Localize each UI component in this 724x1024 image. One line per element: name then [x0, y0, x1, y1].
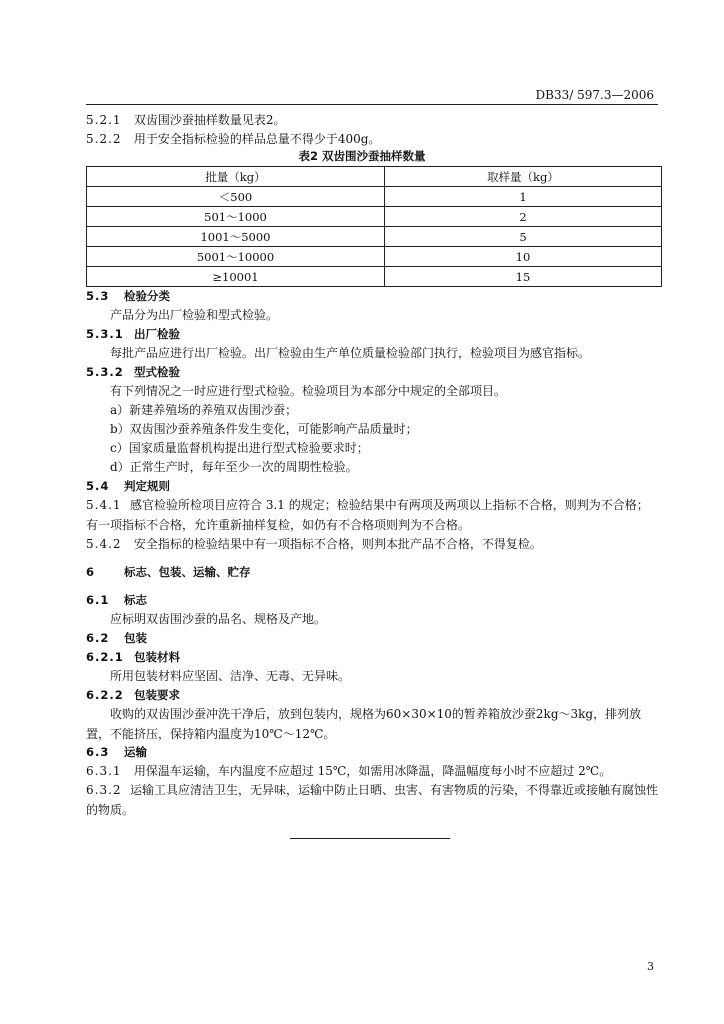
column-header-sample: 取样量（kg）: [384, 167, 661, 187]
heading-6-3: [86, 742, 147, 762]
clause-text: 运输工具应清洁卫生，无异味，运输中防止日晒、虫害、有害物质的污染，不得靠近或接触有腐蚀性的物质。: [86, 783, 659, 817]
clause-number: 6.3.2: [86, 783, 122, 797]
heading-title: 运输: [124, 745, 148, 759]
clause-number: 5.2.2: [86, 132, 122, 146]
table-cell: 1001～5000: [87, 227, 385, 247]
heading-title: 包装材料: [134, 650, 181, 664]
heading-number: 6.1: [86, 593, 110, 607]
clause-text: 双齿围沙蚕抽样数量见表2。: [133, 113, 286, 127]
paragraph: 应标明双齿围沙蚕的品名、规格及产地。: [110, 612, 327, 626]
table-caption: 表2 双齿围沙蚕抽样数量: [298, 149, 426, 163]
clause-text: 安全指标的检验结果中有一项指标不合格，则判本批产品不合格，不得复检。: [133, 537, 542, 551]
heading-5-3-1: [86, 324, 180, 344]
paragraph: 有下列情况之一时应进行型式检验。检验项目为本部分中规定的全部项目。: [110, 384, 507, 398]
heading-6-2-2: [86, 685, 180, 705]
table-cell: 10: [384, 247, 661, 267]
heading-title: 标志、包装、运输、贮存: [124, 565, 251, 579]
clause-5-2-1: [86, 110, 285, 130]
document-code: DB33/ 597.3—2006: [535, 88, 654, 102]
clause-5-4-1: [86, 495, 658, 535]
table-cell: 501～1000: [87, 207, 385, 227]
table-cell: 5: [384, 227, 661, 247]
table-cell: 5001～10000: [87, 247, 385, 267]
heading-6-1: [86, 590, 147, 610]
paragraph: 收购的双齿围沙蚕冲洗干净后，放到包装内，规格为60×30×10的暂养箱放沙蚕2kg～3kg，排列放置，不能挤压，保持箱内温度为10℃～12℃。: [86, 707, 642, 741]
table-header-row: [87, 167, 662, 187]
heading-number: 6.3: [86, 745, 110, 759]
heading-number: 5.3.2: [86, 365, 124, 379]
paragraph: 产品分为出厂检验和型式检验。: [110, 308, 279, 322]
clause-text: 用于安全指标检验的样品总量不得少于400g。: [133, 132, 381, 146]
heading-number: 5.3.1: [86, 327, 124, 341]
table-cell: 15: [384, 267, 661, 287]
paragraph: 所用包装材料应坚固、洁净、无毒、无异味。: [110, 669, 351, 683]
heading-number: 6.2.1: [86, 650, 124, 664]
clause-number: 5.4.2: [86, 537, 122, 551]
column-header-batch: 批量（kg）: [87, 167, 385, 187]
header-rule: [86, 104, 658, 105]
heading-number: 6: [86, 565, 96, 579]
table-row: [87, 247, 662, 267]
heading-title: 出厂检验: [134, 327, 181, 341]
heading-title: 标志: [124, 593, 148, 607]
table-cell: 2: [384, 207, 661, 227]
list-item: a）新建养殖场的养殖双齿围沙蚕；: [110, 403, 298, 417]
table-cell: 1: [384, 187, 661, 207]
heading-title: 判定规则: [124, 479, 171, 493]
clause-6-3-2: [86, 780, 658, 820]
list-item: d）正常生产时，每年至少一次的周期性检验。: [110, 460, 358, 474]
heading-6-2: [86, 628, 147, 648]
heading-title: 包装: [124, 631, 148, 645]
heading-5-3: [86, 286, 170, 306]
clause-number: 6.3.1: [86, 764, 122, 778]
end-rule: [290, 838, 450, 839]
list-item: c）国家质量监督机构提出进行型式检验要求时；: [110, 441, 369, 455]
table-row: [87, 227, 662, 247]
heading-title: 型式检验: [134, 365, 181, 379]
table-row: [87, 187, 662, 207]
heading-number: 6.2.2: [86, 688, 124, 702]
clause-5-4-2: [86, 534, 542, 554]
heading-title: 包装要求: [134, 688, 181, 702]
table-cell: ≥10001: [87, 267, 385, 287]
table-row: [87, 267, 662, 287]
heading-number: 6.2: [86, 631, 110, 645]
heading-5-3-2: [86, 362, 180, 382]
clause-number: 5.4.1: [86, 498, 122, 512]
clause-5-2-2: [86, 129, 380, 149]
clause-text: 用保温车运输，车内温度不应超过 15℃，如需用冰降温，降温幅度每小时不应超过 2℃。: [133, 764, 612, 778]
sampling-table: [86, 166, 662, 287]
heading-6: [86, 562, 251, 582]
page-number: 3: [647, 960, 654, 973]
heading-6-2-1: [86, 647, 180, 667]
heading-5-4: [86, 476, 170, 496]
heading-number: 5.3: [86, 289, 110, 303]
heading-number: 5.4: [86, 479, 110, 493]
table-row: [87, 207, 662, 227]
heading-title: 检验分类: [124, 289, 171, 303]
clause-text: 感官检验所检项目应符合 3.1 的规定；检验结果中有两项及两项以上指标不合格，则判为不合格；有一项指标不合格，允许重新抽样复检，如仍有不合格项则判为不合格。: [86, 498, 649, 532]
table-cell: ＜500: [87, 187, 385, 207]
list-item: b）双齿围沙蚕养殖条件发生变化，可能影响产品质量时；: [110, 422, 418, 436]
clause-6-3-1: [86, 761, 611, 781]
paragraph: 每批产品应进行出厂检验。出厂检验由生产单位质量检验部门执行，检验项目为感官指标。: [110, 346, 591, 360]
clause-number: 5.2.1: [86, 113, 122, 127]
